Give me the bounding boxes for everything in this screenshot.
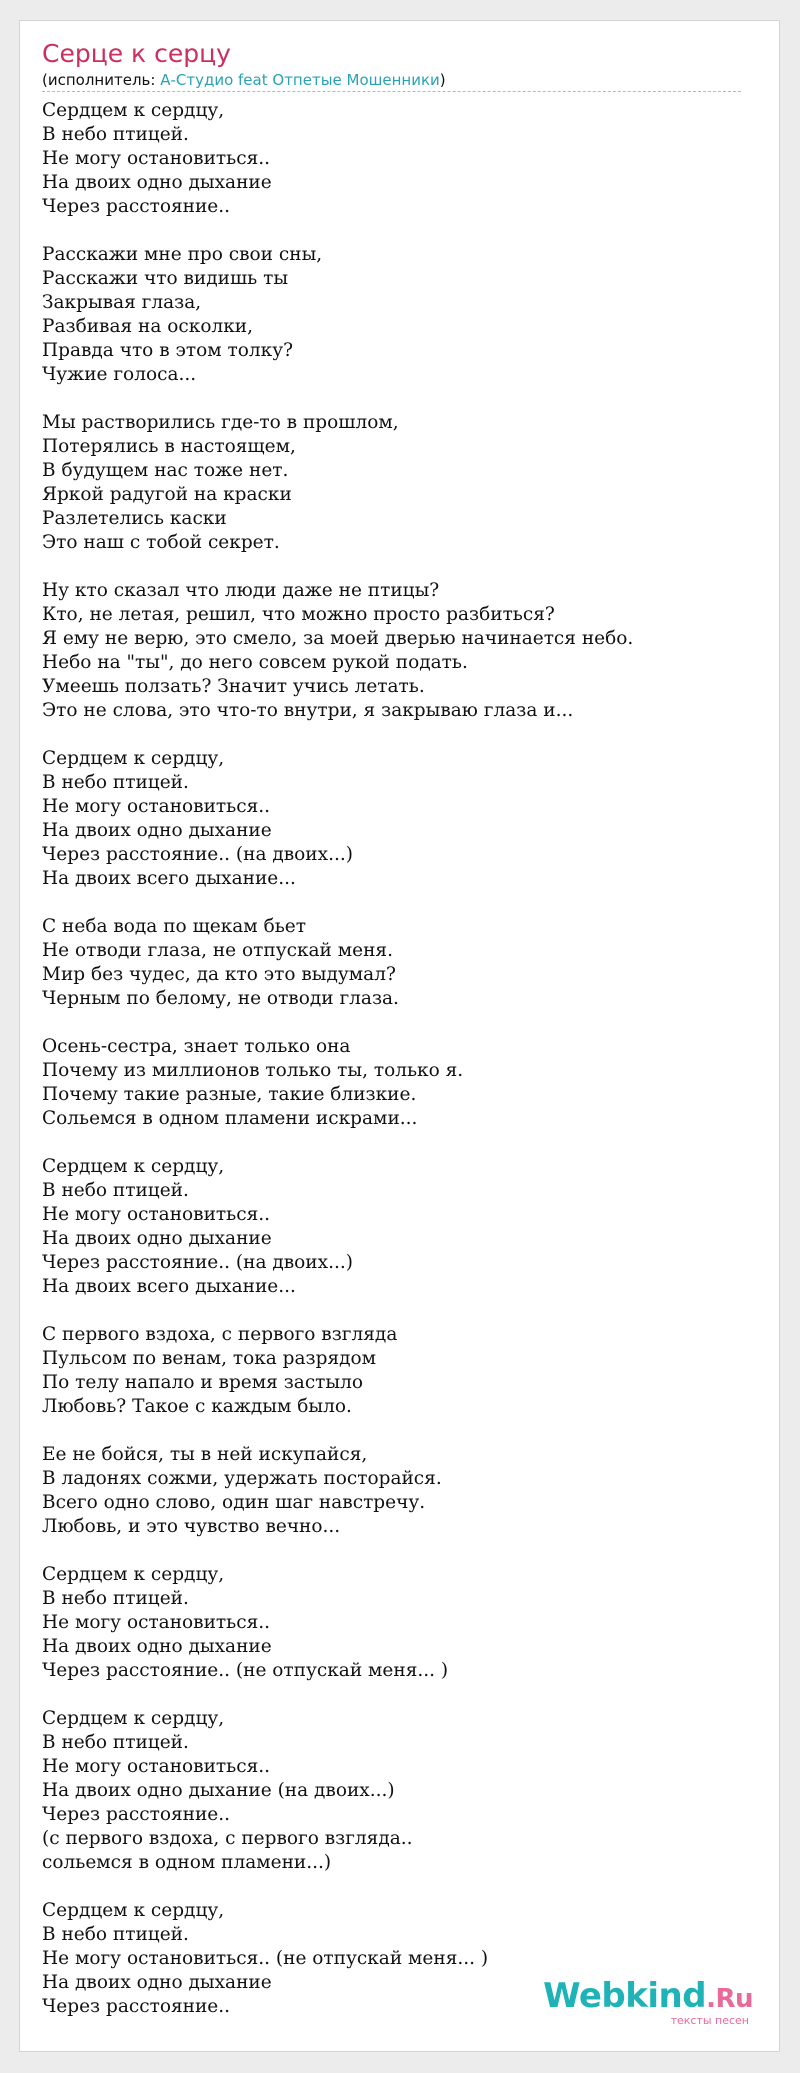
performer-prefix: (исполнитель: — [42, 71, 161, 89]
lyrics-line: Расскажи что видишь ты — [42, 268, 289, 289]
lyrics-line: В небо птицей. — [42, 1180, 189, 1201]
lyrics-line: В будущем нас тоже нет. — [42, 460, 289, 481]
lyrics-card — [19, 20, 780, 2052]
lyrics-line: Сердцем к сердцу, — [42, 1708, 225, 1729]
lyrics-line: На двоих одно дыхание — [42, 1636, 272, 1657]
lyrics-line: В небо птицей. — [42, 772, 189, 793]
lyrics-line: Это не слова, это что-то внутри, я закрываю глаза и... — [42, 700, 574, 721]
lyrics-stanza — [42, 99, 742, 219]
performer-line — [42, 71, 446, 89]
lyrics-line: Через расстояние.. — [42, 196, 231, 217]
lyrics-line: Это наш с тобой секрет. — [42, 532, 280, 553]
lyrics-line: С неба вода по щекам бьет — [42, 916, 306, 937]
lyrics-line: Через расстояние.. (не отпускай меня... ) — [42, 1660, 449, 1681]
lyrics-line: Через расстояние.. (на двоих...) — [42, 844, 353, 865]
site-logo[interactable] — [543, 1978, 753, 2027]
lyrics-stanza — [42, 1563, 742, 1683]
lyrics-line: На двоих одно дыхание — [42, 1972, 272, 1993]
lyrics-stanza — [42, 1707, 742, 1875]
lyrics-line: Мир без чудес, да кто это выдумал? — [42, 964, 396, 985]
lyrics-line: В небо птицей. — [42, 1588, 189, 1609]
lyrics-line: Не могу остановиться.. — [42, 796, 271, 817]
lyrics-line: В небо птицей. — [42, 1732, 189, 1753]
lyrics-line: На двоих всего дыхание... — [42, 868, 296, 889]
lyrics-line: Через расстояние.. (на двоих...) — [42, 1252, 353, 1273]
lyrics-line: В ладонях сожми, удержать посторайся. — [42, 1468, 442, 1489]
logo-tagline: тексты песен — [670, 2014, 749, 2027]
lyrics-stanza — [42, 915, 742, 1011]
lyrics-line: Не могу остановиться.. — [42, 148, 271, 169]
lyrics-line: Не могу остановиться.. — [42, 1756, 271, 1777]
lyrics-line: Я ему не верю, это смело, за моей дверью начинается небо. — [42, 628, 634, 649]
lyrics-line: Через расстояние.. — [42, 1996, 231, 2017]
lyrics-line: Расскажи мне про свои сны, — [42, 244, 323, 265]
lyrics-line: Мы растворились где-то в прошлом, — [42, 412, 399, 433]
lyrics-line: Не могу остановиться.. — [42, 1204, 271, 1225]
lyrics-stanza — [42, 411, 742, 555]
lyrics-stanza — [42, 1155, 742, 1299]
title-divider — [42, 91, 741, 92]
logo-name: Webkind — [543, 1976, 707, 2016]
lyrics-line: Разбивая на осколки, — [42, 316, 253, 337]
lyrics-line: (с первого вздоха, с первого взгляда.. — [42, 1828, 413, 1849]
lyrics-line: Потерялись в настоящем, — [42, 436, 296, 457]
lyrics-line: Почему такие разные, такие близкие. — [42, 1084, 417, 1105]
lyrics-line: Сердцем к сердцу, — [42, 1564, 225, 1585]
lyrics-line: Осень-сестра, знает только она — [42, 1036, 351, 1057]
lyrics-stanza — [42, 1443, 742, 1539]
lyrics-line: На двоих одно дыхание — [42, 820, 272, 841]
lyrics-line: сольемся в одном пламени...) — [42, 1852, 332, 1873]
lyrics-line: На двоих одно дыхание — [42, 172, 272, 193]
lyrics-line: Сердцем к сердцу, — [42, 748, 225, 769]
lyrics-line: Не могу остановиться.. (не отпускай меня... ) — [42, 1948, 489, 1969]
lyrics-line: На двоих всего дыхание... — [42, 1276, 296, 1297]
lyrics-line: Любовь? Такое с каждым было. — [42, 1396, 352, 1417]
lyrics-line: Правда что в этом толку? — [42, 340, 293, 361]
lyrics-line: Почему из миллионов только ты, только я. — [42, 1060, 464, 1081]
lyrics-line: Закрывая глаза, — [42, 292, 202, 313]
lyrics-line: Любовь, и это чувство вечно... — [42, 1516, 341, 1537]
lyrics-line: Умеешь ползать? Значит учись летать. — [42, 676, 425, 697]
lyrics-line: Чужие голоса... — [42, 364, 197, 385]
song-title: Серце к серцу — [42, 39, 231, 68]
lyrics-stanza — [42, 579, 742, 723]
lyrics-line: Сердцем к сердцу, — [42, 1156, 225, 1177]
lyrics-line: В небо птицей. — [42, 1924, 189, 1945]
lyrics-line: По телу напало и время застыло — [42, 1372, 364, 1393]
lyrics-line: Всего одно слово, один шаг навстречу. — [42, 1492, 426, 1513]
lyrics-line: На двоих одно дыхание — [42, 1228, 272, 1249]
lyrics-line: Пульсом по венам, тока разрядом — [42, 1348, 377, 1369]
lyrics-line: На двоих одно дыхание (на двоих...) — [42, 1780, 395, 1801]
logo-wordmark — [543, 1978, 753, 2017]
lyrics-line: С первого вздоха, с первого взгляда — [42, 1324, 398, 1345]
lyrics-line: Сердцем к сердцу, — [42, 1900, 225, 1921]
lyrics-line: Через расстояние.. — [42, 1804, 231, 1825]
lyrics-line: Не отводи глаза, не отпускай меня. — [42, 940, 393, 961]
lyrics-line: Сольемся в одном пламени искрами... — [42, 1108, 418, 1129]
lyrics-line: Кто, не летая, решил, что можно просто разбиться? — [42, 604, 555, 625]
artist-link[interactable]: А-Студио feat Отпетые Мошенники — [160, 71, 440, 89]
lyrics-line: Черным по белому, не отводи глаза. — [42, 988, 399, 1009]
lyrics-stanza — [42, 1035, 742, 1131]
logo-tld: .Ru — [706, 1984, 753, 2014]
lyrics-line: Ну кто сказал что люди даже не птицы? — [42, 580, 440, 601]
lyrics-line: Сердцем к сердцу, — [42, 100, 225, 121]
lyrics-line: Разлетелись каски — [42, 508, 227, 529]
lyrics-line: Не могу остановиться.. — [42, 1612, 271, 1633]
performer-suffix: ) — [439, 71, 446, 89]
lyrics-line: Ее не бойся, ты в ней искупайся, — [42, 1444, 368, 1465]
lyrics-text — [42, 99, 742, 2043]
lyrics-line: Яркой радугой на краски — [42, 484, 292, 505]
lyrics-stanza — [42, 747, 742, 891]
lyrics-stanza — [42, 243, 742, 387]
lyrics-line: Небо на "ты", до него совсем рукой подать. — [42, 652, 468, 673]
lyrics-line: В небо птицей. — [42, 124, 189, 145]
lyrics-stanza — [42, 1323, 742, 1419]
